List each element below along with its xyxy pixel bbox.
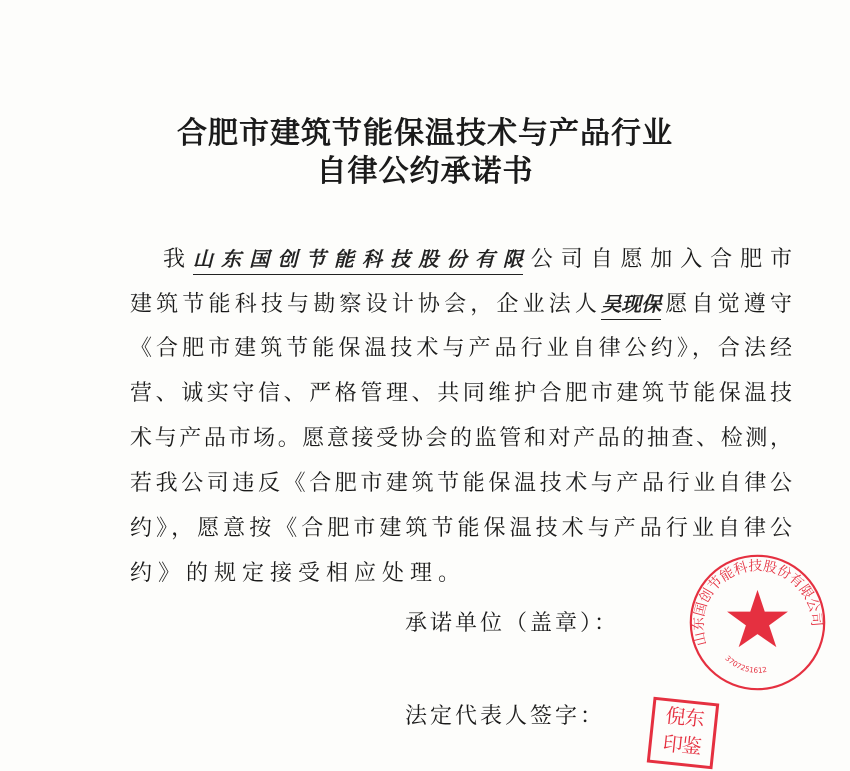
- personal-seal: [647, 697, 720, 770]
- seal-text: 山东国创节能科技股份有限公司: [691, 558, 825, 648]
- company-seal: [685, 550, 830, 695]
- signature-label: 法定代表人签字：: [405, 704, 606, 729]
- personal-seal-text: 倪东印鉴: [661, 703, 705, 759]
- text: 我: [163, 247, 193, 272]
- seal-number: 3707251612: [723, 653, 768, 675]
- text: 建筑节能科技与勘察设计协会，企业法人: [130, 292, 602, 317]
- body-line-1: [163, 244, 792, 274]
- stamp-label: 承诺单位（盖章）：: [405, 611, 620, 636]
- text: 公司自愿加入合肥市: [522, 247, 792, 272]
- body-line-7: 约》，愿意按《合肥市建筑节能保温技术与产品行业自律公: [130, 516, 792, 541]
- body-line-6: 若我公司违反《合肥市建筑节能保温技术与产品行业自律公: [130, 471, 792, 496]
- text: 愿自觉遵守: [661, 292, 792, 317]
- body-line-2: [130, 289, 792, 319]
- body-line-8: 约》的规定接受相应处理。: [130, 561, 467, 586]
- handwritten-representative-name: 吴现保: [601, 289, 661, 320]
- body-line-4: 营、诚实守信、严格管理、共同维护合肥市建筑节能保温技: [130, 381, 792, 406]
- body-line-3: 《合肥市建筑节能保温技术与产品行业自律公约》，合法经: [130, 336, 792, 361]
- document-title-line1: 合肥市建筑节能保温技术与产品行业: [177, 116, 673, 151]
- handwritten-company-name: 山东国创节能科技股份有限: [193, 244, 523, 275]
- star-icon: [727, 590, 788, 647]
- body-line-5: 术与产品市场。愿意接受协会的监管和对产品的抽查、检测，: [130, 426, 792, 451]
- document-title-line2: 自律公约承诺书: [316, 154, 534, 189]
